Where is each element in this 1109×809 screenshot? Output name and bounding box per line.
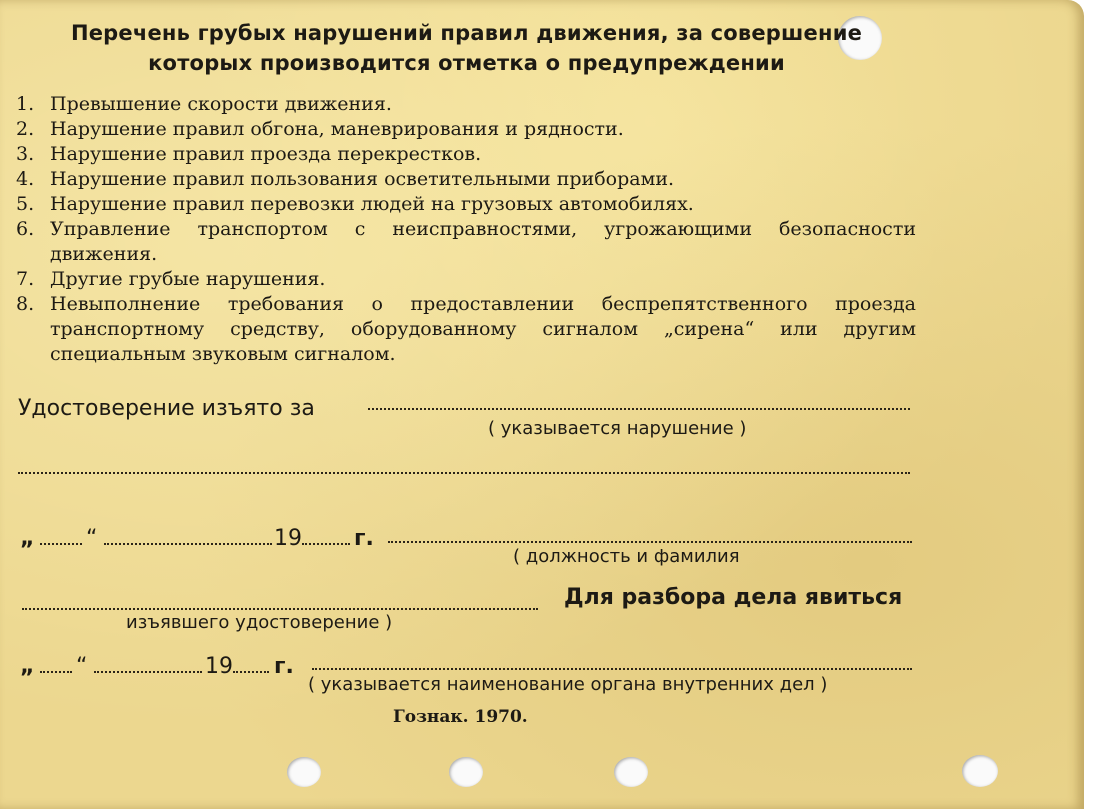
list-item: 1. Превышение скорости движения. <box>16 93 392 115</box>
punch-hole-bottom-4 <box>962 755 998 787</box>
violation-field-continued[interactable] <box>18 472 910 474</box>
position-field[interactable] <box>388 541 912 543</box>
withdrawn-label: Удостоверение изъято за <box>18 396 315 421</box>
list-item: 2. Нарушение правил обгона, маневрирования и рядности. <box>16 118 624 140</box>
position-hint: ( должность и фамилия <box>513 546 740 567</box>
date1-open-quote: „ <box>20 526 35 551</box>
date1-year-suffix: г. <box>354 526 374 551</box>
date1-month-field[interactable] <box>104 543 272 545</box>
date2-day-field[interactable] <box>40 671 72 673</box>
title-line-1: Перечень грубых нарушений правил движения, за совершение <box>70 21 863 45</box>
date1-year-prefix: 19 <box>274 526 302 551</box>
date1-year-field[interactable] <box>302 543 350 545</box>
authority-hint: ( указывается наименование органа внутренних дел ) <box>308 674 828 695</box>
list-title <box>14 18 919 78</box>
date2-open-quote: „ <box>20 654 35 679</box>
appear-label: Для разбора дела явиться <box>564 585 903 610</box>
punch-hole-bottom-3 <box>614 757 648 787</box>
punch-hole-bottom-2 <box>449 757 483 787</box>
list-item: 8. Невыполнение требования о предоставлении беспрепятственного проезда транспортному средству, оборудованному сигналом „сирена“ или другим специальным звуковым сигналом. <box>16 293 916 365</box>
date2-close-quote: “ <box>76 654 88 679</box>
violation-hint: ( указывается нарушение ) <box>488 418 747 439</box>
date2-year-field[interactable] <box>233 671 269 673</box>
punch-hole-bottom-1 <box>287 757 321 787</box>
date2-year-suffix: г. <box>274 654 294 679</box>
violation-field[interactable] <box>368 408 910 410</box>
list-item: 4. Нарушение правил пользования осветительными приборами. <box>16 168 675 190</box>
date2-year-prefix: 19 <box>205 654 233 679</box>
list-item: 7. Другие грубые нарушения. <box>16 268 326 290</box>
violations-list <box>16 92 916 367</box>
title-line-2: которых производится отметка о предупреждении <box>148 51 785 75</box>
date1-close-quote: “ <box>86 526 98 551</box>
authority-field[interactable] <box>312 668 912 670</box>
issuer-hint: изъявшего удостоверение ) <box>126 612 393 633</box>
date2-month-field[interactable] <box>94 671 202 673</box>
list-item: 5. Нарушение правил перевозки людей на грузовых автомобилях. <box>16 193 694 215</box>
issuer-name-field[interactable] <box>22 608 538 610</box>
date1-day-field[interactable] <box>40 543 82 545</box>
printer-imprint: Гознак. 1970. <box>393 707 528 727</box>
list-item: 3. Нарушение правил проезда перекрестков. <box>16 143 482 165</box>
list-item: 6. Управление транспортом с неисправностями, угрожающими безопасности движения. <box>16 218 916 265</box>
